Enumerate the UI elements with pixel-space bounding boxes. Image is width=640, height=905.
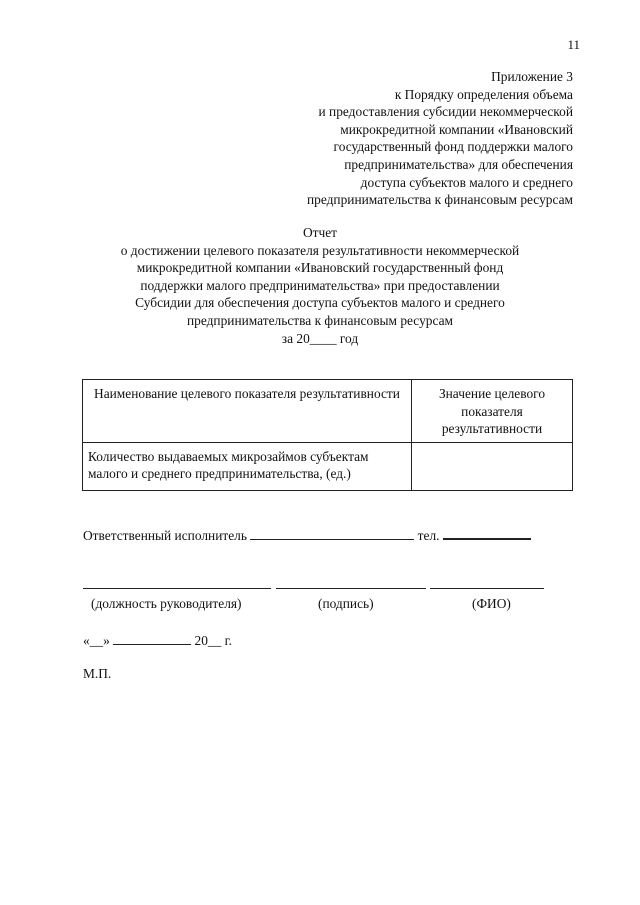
- appendix-line: государственный фонд поддержки малого: [333, 139, 573, 155]
- indicator-value-cell[interactable]: [412, 442, 573, 490]
- report-line: о достижении целевого показателя результативности некоммерческой: [120, 242, 520, 258]
- phone-label: тел.: [417, 528, 440, 543]
- appendix-line: Приложение 3: [491, 69, 573, 84]
- page-number: 11: [567, 37, 580, 52]
- appendix-line: предпринимательства» для обеспечения: [344, 156, 573, 172]
- appendix-heading: [240, 68, 573, 209]
- position-caption: (должность руководителя): [91, 596, 242, 611]
- table-header-row: [83, 380, 573, 443]
- date-month-blank[interactable]: [113, 630, 191, 645]
- report-line: предпринимательства к финансовым ресурсам: [186, 312, 453, 328]
- appendix-line: предпринимательства к финансовым ресурсам: [306, 192, 573, 208]
- appendix-line: и предоставления субсидии некоммерческой: [318, 104, 573, 120]
- sign-blank[interactable]: [276, 588, 426, 589]
- report-title: Отчет: [302, 225, 338, 240]
- sign-caption: (подпись): [318, 596, 374, 611]
- report-heading: [60, 224, 580, 347]
- position-blank[interactable]: [83, 588, 271, 589]
- header-indicator-value: Значение целевого показателя результативности: [412, 380, 573, 443]
- date-line: [83, 630, 232, 649]
- stamp-place: М.П.: [83, 666, 112, 681]
- appendix-line: доступа субъектов малого и среднего: [360, 174, 573, 190]
- name-caption: (ФИО): [472, 596, 511, 611]
- report-line: микрокредитной компании «Ивановский государственный фонд: [136, 260, 504, 276]
- report-period: за 20____ год: [281, 330, 359, 346]
- date-day: «__»: [83, 633, 110, 648]
- responsible-executor-line: [83, 524, 573, 544]
- table-row: [83, 442, 573, 490]
- indicator-name-cell: Количество выдаваемых микрозаймов субъектам малого и среднего предпринимательства, (ед.): [83, 442, 412, 490]
- responsible-label: Ответственный исполнитель: [83, 528, 247, 543]
- date-year: 20__ г.: [194, 633, 232, 648]
- name-blank[interactable]: [430, 588, 544, 589]
- header-indicator-name: Наименование целевого показателя результативности: [83, 380, 412, 443]
- appendix-line: микрокредитной компании «Ивановский: [340, 121, 573, 137]
- responsible-signature-blank[interactable]: [250, 525, 414, 540]
- report-line: поддержки малого предпринимательства» при предоставлении: [140, 277, 500, 293]
- indicator-table: [82, 379, 573, 491]
- phone-blank[interactable]: [443, 524, 531, 540]
- appendix-line: к Порядку определения объема: [394, 86, 573, 102]
- report-line: Субсидии для обеспечения доступа субъектов малого и среднего: [135, 295, 505, 311]
